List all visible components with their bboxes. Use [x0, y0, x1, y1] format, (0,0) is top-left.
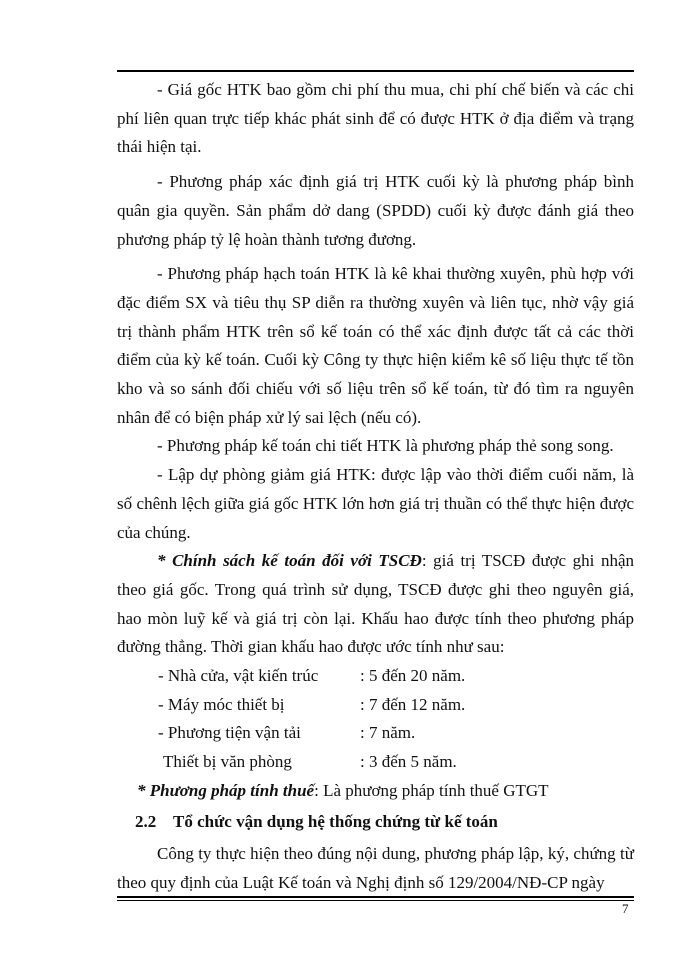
header-rule	[117, 70, 634, 72]
tax-policy-label: * Phương pháp tính thuế	[137, 780, 315, 800]
paragraph-detail-method: - Phương pháp kế toán chi tiết HTK là phương pháp thẻ song song.	[157, 436, 614, 456]
paragraph-valuation-method: - Phương pháp xác định giá trị HTK cuối kỳ là phương pháp bình quân gia quyền. Sản phẩm dở dang (SPDD) cuối kỳ được đánh giá theo phương pháp tỷ lệ hoàn thành tương đương.	[117, 172, 634, 249]
section-title: Tổ chức vận dụng hệ thống chứng từ kế toán	[173, 811, 498, 831]
footer-rule	[117, 896, 634, 898]
page-number: 7	[622, 901, 629, 916]
depreciation-label: - Phương tiện vận tải	[158, 723, 301, 743]
list-item	[117, 719, 634, 748]
depreciation-label: - Máy móc thiết bị	[158, 694, 285, 714]
tax-policy-text: : Là phương pháp tính thuế GTGT	[314, 780, 549, 800]
page-body	[117, 76, 634, 898]
depreciation-label: Thiết bị văn phòng	[163, 752, 292, 772]
section-heading	[117, 808, 634, 837]
depreciation-label: - Nhà cửa, vật kiến trúc	[158, 666, 319, 686]
section-number: 2.2	[135, 811, 157, 831]
paragraph-closing: Công ty thực hiện theo đúng nội dung, phương pháp lập, ký, chứng từ theo quy định của Luật Kế toán và Nghị định số 129/2004/NĐ-CP ngày	[117, 844, 634, 892]
paragraph-accounting-method: - Phương pháp hạch toán HTK là kê khai thường xuyên, phù hợp với đặc điểm SX và tiêu thụ SP diễn ra thường xuyên và liên tục, nhờ vậy giá trị thành phẩm HTK trên sổ kế toán có thể xác định được tất cả các thời điểm của kỳ kế toán. Cuối kỳ Công ty thực hiện kiểm kê số liệu thực tế tồn kho và so sánh đối chiếu với số liệu trên sổ kế toán, từ đó tìm ra nguyên nhân để có biện pháp xử lý sai lệch (nếu có).	[117, 264, 634, 427]
depreciation-value: : 7 đến 12 năm.	[360, 694, 466, 714]
fixed-asset-policy-text: : giá trị TSCĐ được ghi nhận theo giá gốc. Trong quá trình sử dụng, TSCĐ được ghi theo nguyên giá, hao mòn luỹ kế và giá trị còn lại. Khấu hao được tính theo phương pháp đường thẳng. Thời gian khấu hao được ước tính như sau:	[117, 551, 635, 657]
tax-policy-line	[117, 777, 634, 806]
fixed-asset-policy-label: * Chính sách kế toán đối với TSCĐ	[157, 551, 422, 571]
list-item	[117, 662, 634, 691]
depreciation-value: : 3 đến 5 năm.	[360, 752, 457, 772]
depreciation-list	[117, 662, 634, 777]
paragraph-cost-basis: - Giá gốc HTK bao gồm chi phí thu mua, chi phí chế biến và các chi phí liên quan trực tiếp khác phát sinh để có được HTK ở địa điểm và trạng thái hiện tại.	[117, 80, 634, 157]
paragraph-fixed-asset-policy	[117, 547, 634, 662]
paragraph-provision: - Lập dự phòng giảm giá HTK: được lập vào thời điểm cuối năm, là số chênh lệch giữa giá gốc HTK lớn hơn giá trị thuần có thể thực hiện được của chúng.	[117, 465, 634, 542]
list-item	[117, 691, 634, 720]
depreciation-value: : 7 năm.	[360, 723, 416, 743]
footer-rule-thin	[117, 900, 634, 901]
list-item	[117, 748, 634, 777]
depreciation-value: : 5 đến 20 năm.	[360, 666, 466, 686]
